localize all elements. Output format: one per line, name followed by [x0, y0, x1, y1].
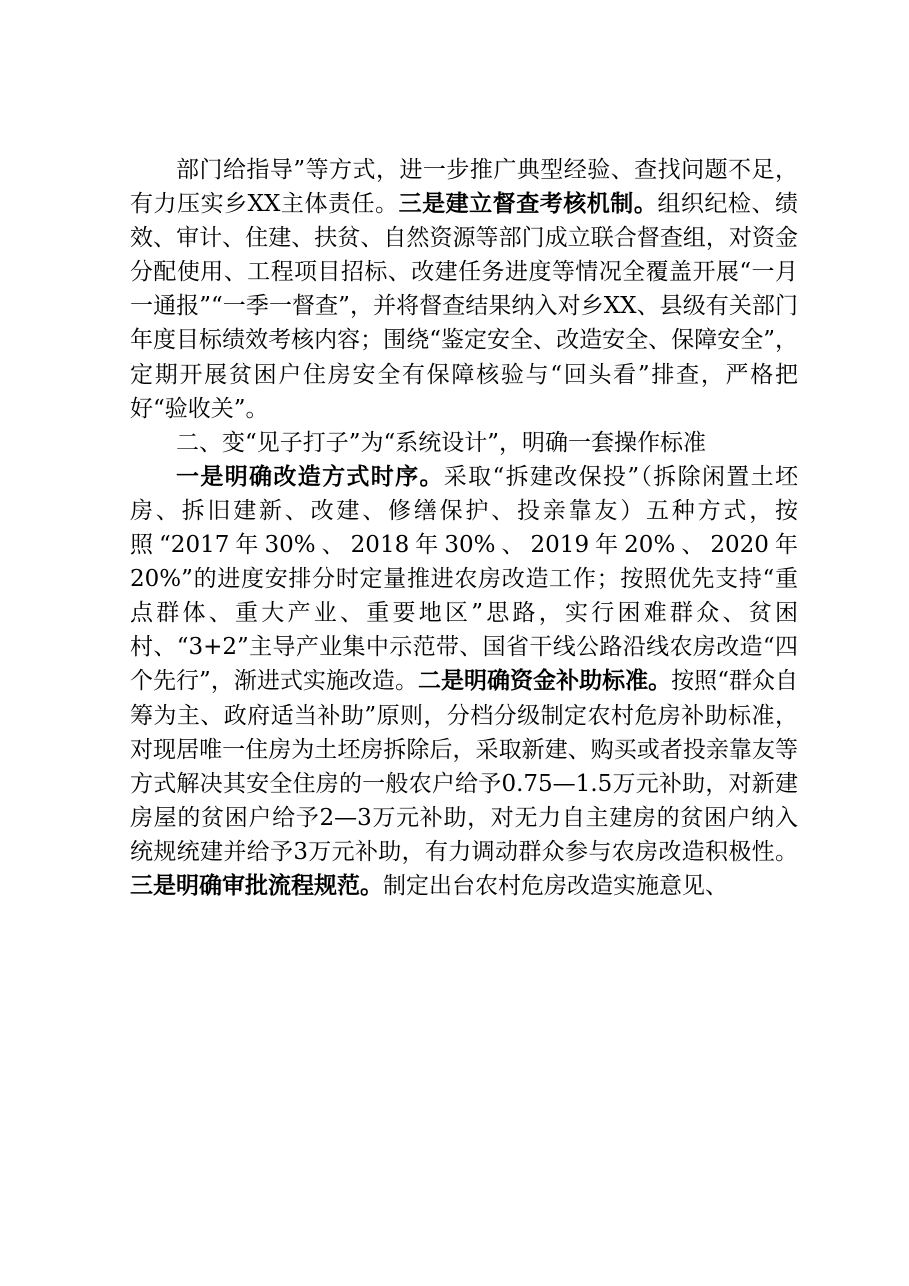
bold-lead-phrase: 三是建立督查考核机制。: [398, 191, 658, 218]
paragraph-text: 制定出台农村危房改造实施意见、: [383, 872, 728, 899]
bold-lead-phrase: 一是明确改造方式时序。: [176, 463, 444, 490]
paragraph-text: 部门给指导”等方式，进一步推广典型经验、查找问题不足，有力压实乡XX主体责任。: [130, 157, 798, 218]
paragraph-text: 采取“拆建改保投”（拆除闲置土坯房、拆旧建新、改建、修缮保护、投亲靠友）五种方式，按照“2017年30%、2018年30%、2019年20%、2020年20%”的进度安排分时定量推进农房改造工作；按照优先支持“重点群体、重大产业、重要地区”思路，实行困难群众、贫困村、“3+2”主导产业集中示范带、国省干线公路沿线农房改造“四个先行”，渐进式实施改造。: [130, 463, 798, 695]
paragraph-text: 按照“群众自筹为主、政府适当补助”原则，分档分级制定农村危房补助标准，对现居唯一住房为土坯房拆除后，采取新建、购买或者投亲靠友等方式解决其安全住房的一般农户给予0.75—1.5万元补助，对新建房屋的贫困户给予2—3万元补助，对无力自主建房的贫困户纳入统规统建并给予3万元补助，有力调动群众参与农房改造积极性。: [130, 668, 798, 865]
section-heading: 二、变“见子打子”为“系统设计”，明确一套操作标准: [176, 429, 707, 456]
bold-lead-phrase: 二是明确资金补助标准。: [417, 668, 672, 695]
paragraph-text: 组织纪检、绩效、审计、住建、扶贫、自然资源等部门成立联合督查组，对资金分配使用、工程项目招标、改建任务进度等情况全覆盖开展“一月一通报”“一季一督查”，并将督查结果纳入对乡XX、县级有关部门年度目标绩效考核内容；围绕“鉴定安全、改造安全、保障安全”，定期开展贫困户住房安全有保障核验与“回头看”排查，严格把好“验收关”。: [130, 191, 799, 422]
paragraph-standards: [130, 460, 798, 903]
document-body: [130, 153, 798, 903]
bold-lead-phrase: 三是明确审批流程规范。: [130, 872, 383, 899]
paragraph-supervision: [130, 153, 798, 426]
